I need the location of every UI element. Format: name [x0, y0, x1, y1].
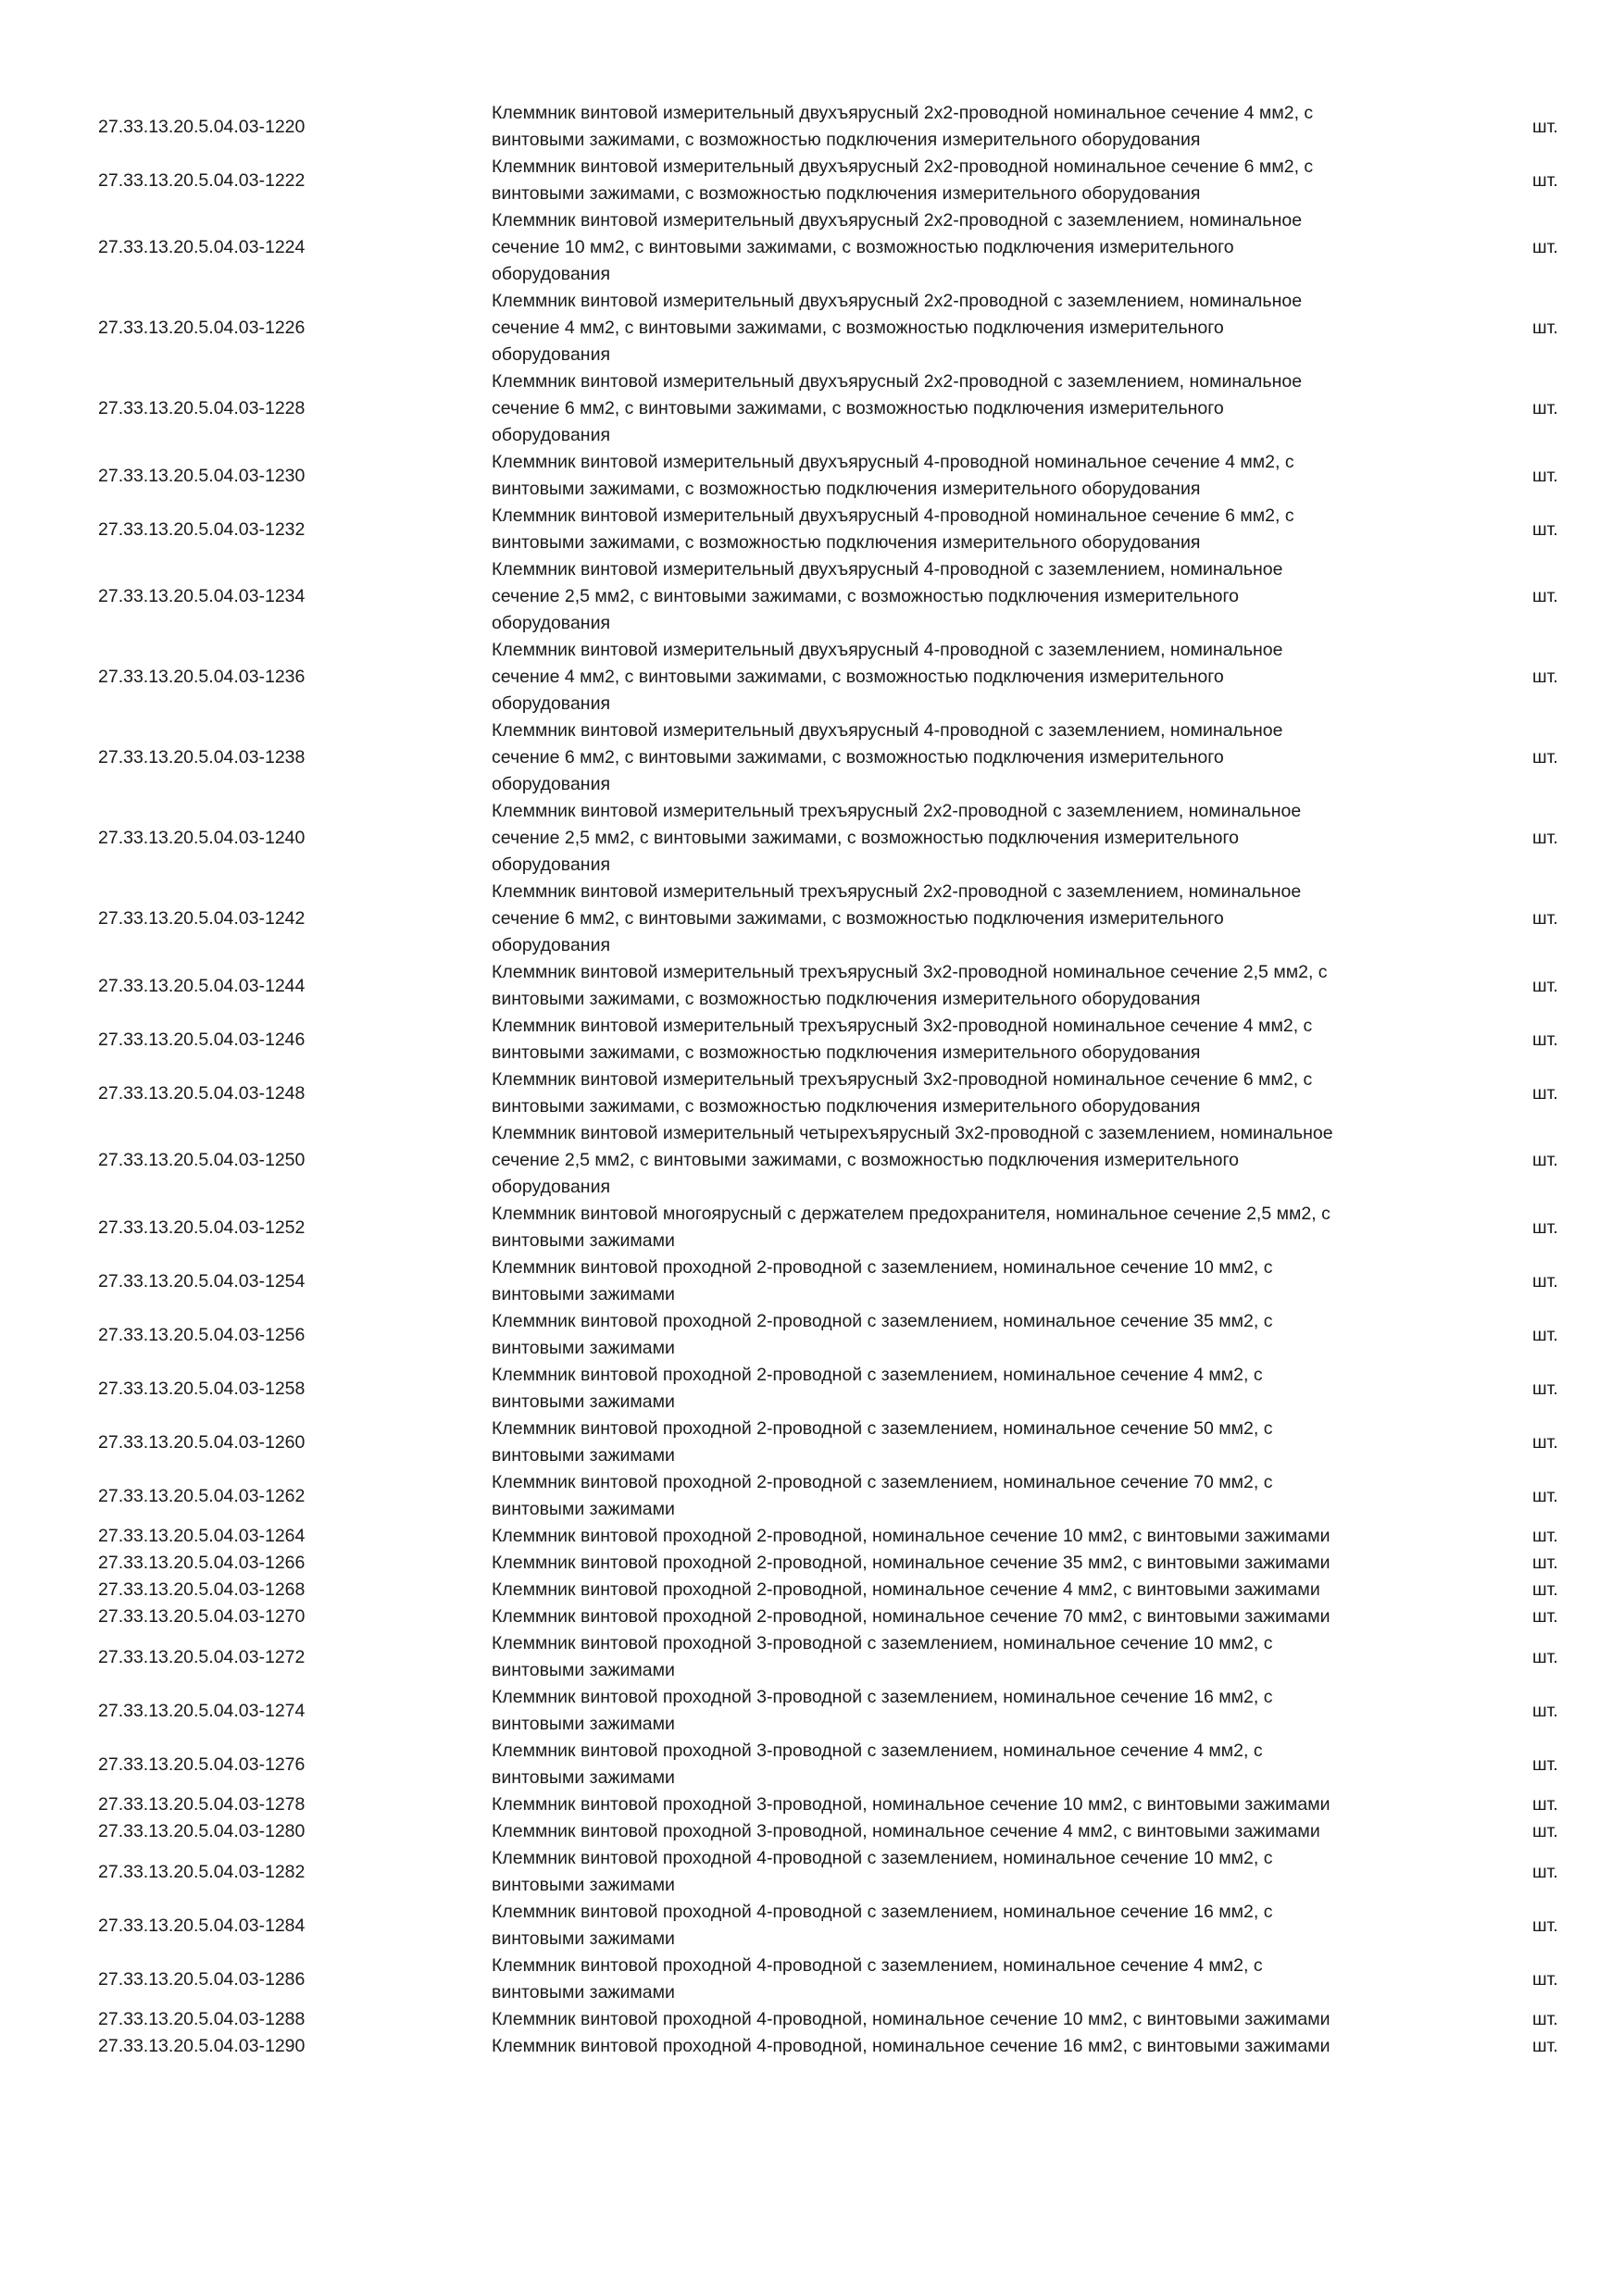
table-row: [0, 2006, 1624, 2033]
table-row: [0, 879, 1624, 959]
table-row: [0, 368, 1624, 449]
item-unit: шт.: [1532, 667, 1558, 687]
item-code: 27.33.13.20.5.04.03-1240: [98, 828, 306, 848]
table-row: [0, 1013, 1624, 1067]
item-unit: шт.: [1532, 2009, 1558, 2029]
table-row: [0, 1845, 1624, 1899]
item-description: Клеммник винтовой проходной 2-проводной с заземлением, номинальное сечение 50 мм2, с винтовыми зажимами: [492, 1418, 1273, 1466]
item-description: Клеммник винтовой проходной 2-проводной, номинальное сечение 70 мм2, с винтовыми зажимами: [492, 1606, 1330, 1627]
table-row: [0, 1791, 1624, 1818]
item-code: 27.33.13.20.5.04.03-1252: [98, 1217, 306, 1238]
table-row: [0, 1818, 1624, 1845]
table-row: [0, 503, 1624, 556]
table-row: [0, 1899, 1624, 1953]
item-description: Клеммник винтовой проходной 2-проводной с заземлением, номинальное сечение 10 мм2, с винтовыми зажимами: [492, 1257, 1273, 1304]
item-code: 27.33.13.20.5.04.03-1254: [98, 1270, 306, 1292]
item-table: [0, 100, 1624, 2060]
item-unit: шт.: [1532, 398, 1558, 418]
item-description: Клеммник винтовой проходной 2-проводной с заземлением, номинальное сечение 35 мм2, с винтовыми зажимами: [492, 1311, 1273, 1358]
item-unit: шт.: [1532, 1915, 1558, 1936]
item-description: Клеммник винтовой измерительный двухъярусный 4-проводной номинальное сечение 6 мм2, с винтовыми зажимами, с возможностью подключения измерительного оборудования: [492, 505, 1294, 553]
table-row: [0, 556, 1624, 637]
item-description: Клеммник винтовой измерительный двухъярусный 2х2-проводной с заземлением, номинальное сечение 6 мм2, с винтовыми зажимами, с возможностью подключения измерительного оборудования: [492, 371, 1303, 445]
item-description: Клеммник винтовой измерительный двухъярусный 2х2-проводной с заземлением, номинальное сечение 10 мм2, с винтовыми зажимами, с возможностью подключения измерительного оборудования: [492, 210, 1303, 284]
item-code: 27.33.13.20.5.04.03-1274: [98, 1700, 306, 1721]
item-code: 27.33.13.20.5.04.03-1286: [98, 1968, 306, 1990]
item-description: Клеммник винтовой проходной 2-проводной с заземлением, номинальное сечение 70 мм2, с винтовыми зажимами: [492, 1472, 1273, 1519]
item-unit: шт.: [1532, 1794, 1558, 1815]
table-row: [0, 1523, 1624, 1550]
item-description: Клеммник винтовой измерительный трехъярусный 3х2-проводной номинальное сечение 6 мм2, с винтовыми зажимами, с возможностью подключения измерительного оборудования: [492, 1069, 1313, 1117]
item-description: Клеммник винтовой проходной 4-проводной, номинальное сечение 10 мм2, с винтовыми зажимами: [492, 2009, 1330, 2029]
item-description: Клеммник винтовой проходной 2-проводной, номинальное сечение 10 мм2, с винтовыми зажимами: [492, 1526, 1330, 1546]
item-unit: шт.: [1532, 1579, 1558, 1600]
item-code: 27.33.13.20.5.04.03-1256: [98, 1324, 306, 1345]
item-code: 27.33.13.20.5.04.03-1244: [98, 975, 306, 996]
item-unit: шт.: [1532, 1324, 1558, 1345]
item-code: 27.33.13.20.5.04.03-1270: [98, 1606, 306, 1627]
item-description: Клеммник винтовой измерительный двухъярусный 4-проводной с заземлением, номинальное сечение 6 мм2, с винтовыми зажимами, с возможностью подключения измерительного оборудования: [492, 720, 1283, 794]
item-description: Клеммник винтовой измерительный четырехъярусный 3х2-проводной с заземлением, номинальное сечение 2,5 мм2, с винтовыми зажимами, с возможностью подключения измерительного оборудования: [492, 1123, 1333, 1197]
item-unit: шт.: [1532, 1378, 1558, 1399]
item-code: 27.33.13.20.5.04.03-1278: [98, 1794, 306, 1815]
item-description: Клеммник винтовой проходной 4-проводной с заземлением, номинальное сечение 4 мм2, с винтовыми зажимами: [492, 1955, 1263, 2003]
item-code: 27.33.13.20.5.04.03-1282: [98, 1861, 306, 1882]
item-code: 27.33.13.20.5.04.03-1236: [98, 667, 306, 687]
item-code: 27.33.13.20.5.04.03-1266: [98, 1553, 306, 1573]
item-unit: шт.: [1532, 1431, 1558, 1453]
table-row: [0, 1254, 1624, 1308]
item-unit: шт.: [1532, 237, 1558, 257]
item-description: Клеммник винтовой многоярусный с держателем предохранителя, номинальное сечение 2,5 мм2, с винтовыми зажимами: [492, 1204, 1330, 1251]
table-row: [0, 1550, 1624, 1577]
table-row: [0, 1067, 1624, 1120]
table-row: [0, 1953, 1624, 2006]
item-unit: шт.: [1532, 1700, 1558, 1721]
table-row: [0, 959, 1624, 1013]
item-unit: шт.: [1532, 908, 1558, 929]
item-unit: шт.: [1532, 1968, 1558, 1990]
item-unit: шт.: [1532, 518, 1558, 540]
item-description: Клеммник винтовой проходной 4-проводной, номинальное сечение 16 мм2, с винтовыми зажимами: [492, 2036, 1330, 2056]
table-row: [0, 798, 1624, 879]
table-row: [0, 207, 1624, 288]
table-row: [0, 637, 1624, 718]
item-unit: шт.: [1532, 1646, 1558, 1667]
item-unit: шт.: [1532, 1753, 1558, 1775]
item-description: Клеммник винтовой проходной 3-проводной, номинальное сечение 4 мм2, с винтовыми зажимами: [492, 1821, 1320, 1841]
item-description: Клеммник винтовой измерительный трехъярусный 2х2-проводной с заземлением, номинальное сечение 6 мм2, с винтовыми зажимами, с возможностью подключения измерительного оборудования: [492, 881, 1302, 955]
table-row: [0, 1630, 1624, 1684]
item-description: Клеммник винтовой проходной 3-проводной с заземлением, номинальное сечение 10 мм2, с винтовыми зажимами: [492, 1633, 1273, 1680]
item-description: Клеммник винтовой проходной 2-проводной, номинальное сечение 35 мм2, с винтовыми зажимами: [492, 1553, 1330, 1573]
item-code: 27.33.13.20.5.04.03-1288: [98, 2009, 306, 2029]
item-unit: шт.: [1532, 1821, 1558, 1841]
item-unit: шт.: [1532, 1150, 1558, 1170]
item-description: Клеммник винтовой измерительный двухъярусный 2х2-проводной номинальное сечение 4 мм2, с винтовыми зажимами, с возможностью подключения измерительного оборудования: [492, 103, 1314, 150]
table-row: [0, 154, 1624, 207]
item-unit: шт.: [1532, 169, 1558, 191]
item-description: Клеммник винтовой измерительный двухъярусный 2х2-проводной с заземлением, номинальное сечение 4 мм2, с винтовыми зажимами, с возможностью подключения измерительного оборудования: [492, 291, 1303, 365]
item-code: 27.33.13.20.5.04.03-1284: [98, 1915, 306, 1936]
item-unit: шт.: [1532, 1485, 1558, 1506]
item-code: 27.33.13.20.5.04.03-1224: [98, 237, 306, 257]
item-unit: шт.: [1532, 747, 1558, 767]
item-code: 27.33.13.20.5.04.03-1242: [98, 908, 306, 929]
item-code: 27.33.13.20.5.04.03-1232: [98, 518, 306, 540]
item-unit: шт.: [1532, 975, 1558, 996]
item-unit: шт.: [1532, 1029, 1558, 1050]
item-description: Клеммник винтовой измерительный трехъярусный 2х2-проводной с заземлением, номинальное сечение 2,5 мм2, с винтовыми зажимами, с возможностью подключения измерительного оборудования: [492, 801, 1302, 875]
item-description: Клеммник винтовой проходной 2-проводной с заземлением, номинальное сечение 4 мм2, с винтовыми зажимами: [492, 1365, 1263, 1412]
item-code: 27.33.13.20.5.04.03-1276: [98, 1753, 306, 1775]
item-description: Клеммник винтовой измерительный трехъярусный 3х2-проводной номинальное сечение 4 мм2, с винтовыми зажимами, с возможностью подключения измерительного оборудования: [492, 1016, 1313, 1063]
item-unit: шт.: [1532, 1217, 1558, 1238]
item-code: 27.33.13.20.5.04.03-1234: [98, 586, 306, 606]
item-description: Клеммник винтовой проходной 4-проводной с заземлением, номинальное сечение 16 мм2, с винтовыми зажимами: [492, 1902, 1273, 1949]
item-description: Клеммник винтовой измерительный трехъярусный 3х2-проводной номинальное сечение 2,5 мм2, с винтовыми зажимами, с возможностью подключения измерительного оборудования: [492, 962, 1328, 1009]
table-row: [0, 1308, 1624, 1362]
item-unit: шт.: [1532, 1270, 1558, 1292]
item-code: 27.33.13.20.5.04.03-1222: [98, 169, 306, 191]
item-code: 27.33.13.20.5.04.03-1262: [98, 1485, 306, 1506]
item-description: Клеммник винтовой измерительный двухъярусный 4-проводной номинальное сечение 4 мм2, с винтовыми зажимами, с возможностью подключения измерительного оборудования: [492, 452, 1294, 499]
item-description: Клеммник винтовой проходной 3-проводной с заземлением, номинальное сечение 4 мм2, с винтовыми зажимами: [492, 1741, 1263, 1788]
table-row: [0, 1120, 1624, 1201]
item-unit: шт.: [1532, 586, 1558, 606]
item-unit: шт.: [1532, 1526, 1558, 1546]
item-description: Клеммник винтовой измерительный двухъярусный 4-проводной с заземлением, номинальное сечение 2,5 мм2, с винтовыми зажимами, с возможностью подключения измерительного оборудования: [492, 559, 1283, 633]
item-unit: шт.: [1532, 2036, 1558, 2056]
item-unit: шт.: [1532, 828, 1558, 848]
item-code: 27.33.13.20.5.04.03-1290: [98, 2036, 306, 2056]
item-description: Клеммник винтовой проходной 3-проводной, номинальное сечение 10 мм2, с винтовыми зажимами: [492, 1794, 1330, 1815]
item-unit: шт.: [1532, 465, 1558, 486]
item-unit: шт.: [1532, 116, 1558, 137]
item-unit: шт.: [1532, 1553, 1558, 1573]
item-code: 27.33.13.20.5.04.03-1250: [98, 1150, 306, 1170]
item-code: 27.33.13.20.5.04.03-1280: [98, 1821, 306, 1841]
item-code: 27.33.13.20.5.04.03-1246: [98, 1029, 306, 1050]
item-code: 27.33.13.20.5.04.03-1248: [98, 1082, 306, 1104]
item-description: Клеммник винтовой проходной 3-проводной с заземлением, номинальное сечение 16 мм2, с винтовыми зажимами: [492, 1687, 1273, 1734]
item-description: Клеммник винтовой измерительный двухъярусный 2х2-проводной номинальное сечение 6 мм2, с винтовыми зажимами, с возможностью подключения измерительного оборудования: [492, 156, 1314, 204]
item-code: 27.33.13.20.5.04.03-1220: [98, 116, 306, 137]
table-row: [0, 1738, 1624, 1791]
item-code: 27.33.13.20.5.04.03-1258: [98, 1378, 306, 1399]
item-code: 27.33.13.20.5.04.03-1238: [98, 747, 306, 767]
item-description: Клеммник винтовой проходной 2-проводной, номинальное сечение 4 мм2, с винтовыми зажимами: [492, 1579, 1320, 1600]
item-code: 27.33.13.20.5.04.03-1230: [98, 465, 306, 486]
table-row: [0, 2033, 1624, 2060]
table-row: [0, 1201, 1624, 1254]
table-row: [0, 1362, 1624, 1416]
table-row: [0, 1469, 1624, 1523]
table-row: [0, 288, 1624, 368]
table-row: [0, 1684, 1624, 1738]
table-row: [0, 100, 1624, 154]
item-code: 27.33.13.20.5.04.03-1260: [98, 1431, 306, 1453]
table-row: [0, 718, 1624, 798]
table-row: [0, 1603, 1624, 1630]
item-code: 27.33.13.20.5.04.03-1264: [98, 1526, 306, 1546]
item-unit: шт.: [1532, 1606, 1558, 1627]
item-unit: шт.: [1532, 1082, 1558, 1104]
table-row: [0, 1577, 1624, 1603]
item-description: Клеммник винтовой измерительный двухъярусный 4-проводной с заземлением, номинальное сечение 4 мм2, с винтовыми зажимами, с возможностью подключения измерительного оборудования: [492, 640, 1283, 714]
item-code: 27.33.13.20.5.04.03-1272: [98, 1646, 306, 1667]
item-unit: шт.: [1532, 318, 1558, 338]
item-unit: шт.: [1532, 1861, 1558, 1882]
item-code: 27.33.13.20.5.04.03-1228: [98, 398, 306, 418]
item-code: 27.33.13.20.5.04.03-1226: [98, 318, 306, 338]
table-row: [0, 449, 1624, 503]
table-row: [0, 1416, 1624, 1469]
item-description: Клеммник винтовой проходной 4-проводной с заземлением, номинальное сечение 10 мм2, с винтовыми зажимами: [492, 1848, 1273, 1895]
item-code: 27.33.13.20.5.04.03-1268: [98, 1579, 306, 1600]
